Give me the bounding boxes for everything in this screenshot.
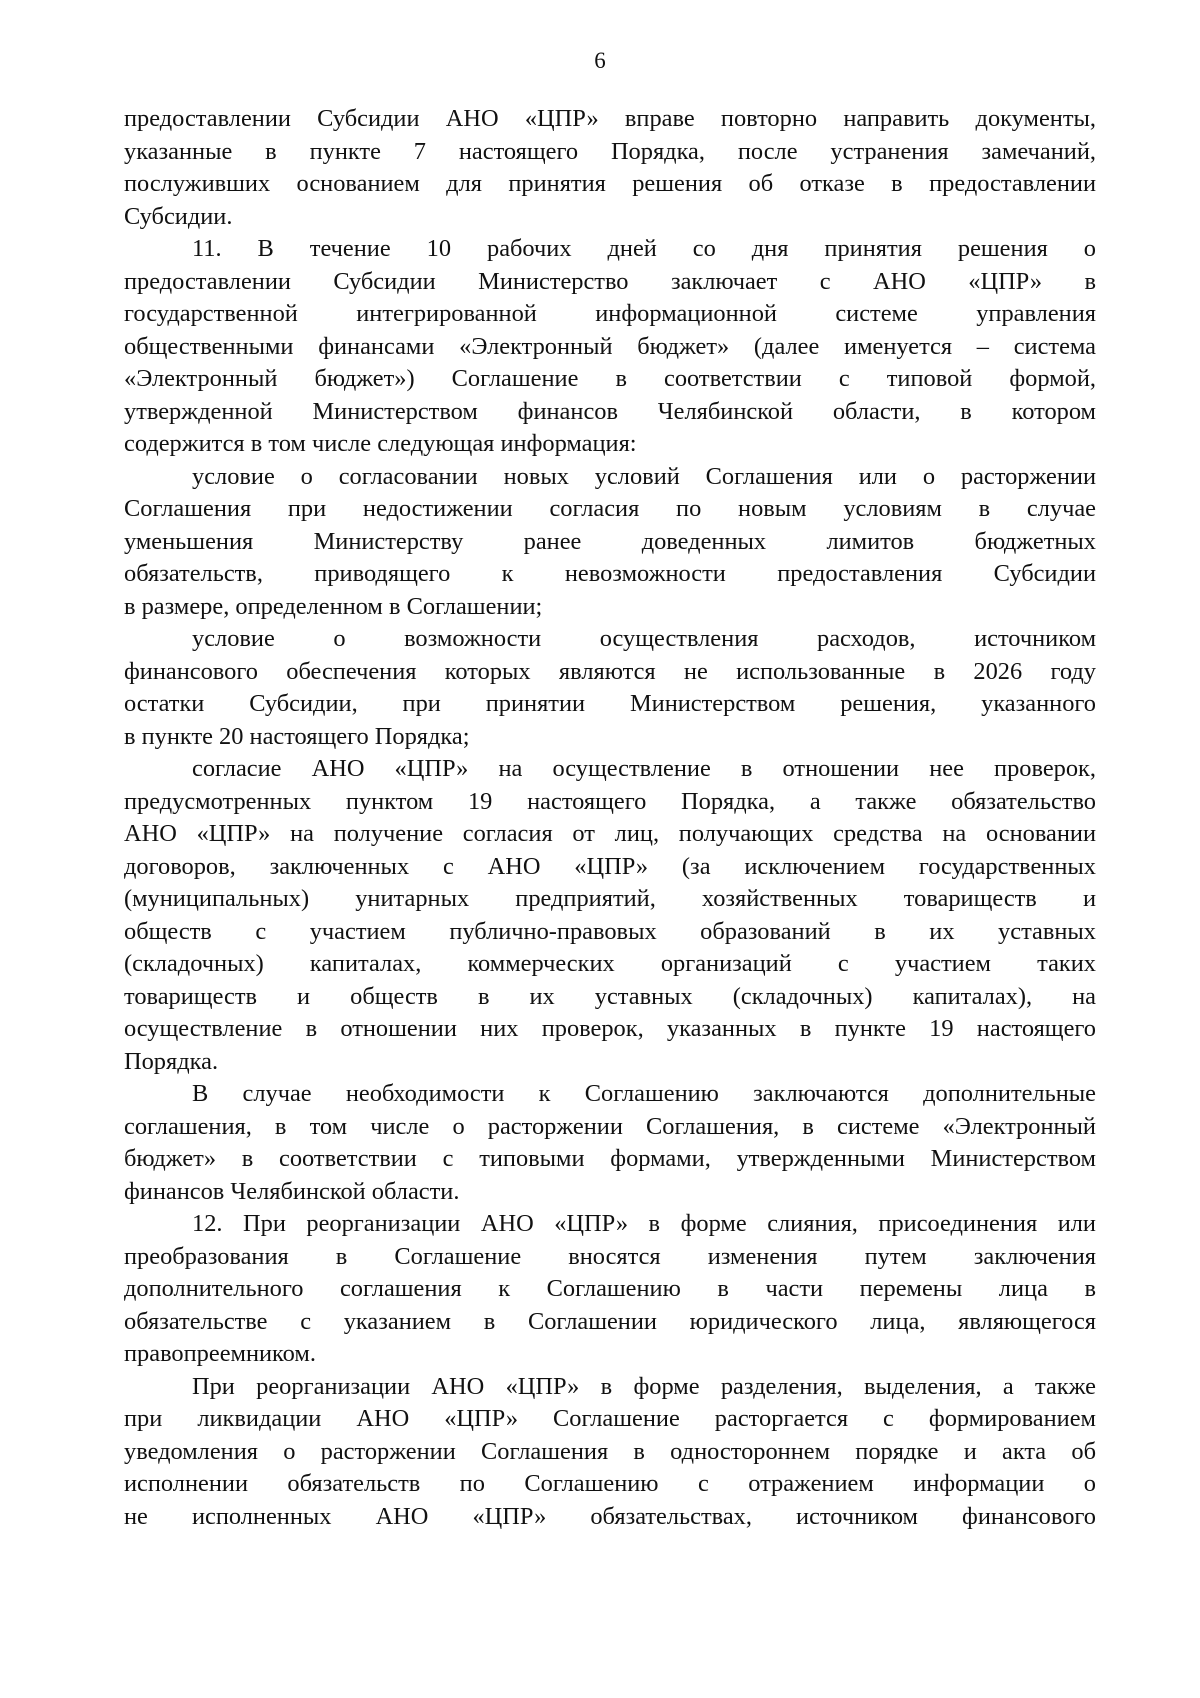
paragraph — [124, 1371, 1096, 1534]
text-line: соглашения, в том числе о расторжении Соглашения, в системе «Электронный — [124, 1112, 1096, 1140]
text-line: уменьшения Министерству ранее доведенных лимитов бюджетных — [124, 527, 1096, 555]
text-line: договоров, заключенных с АНО «ЦПР» (за исключением государственных — [124, 852, 1096, 880]
text-line: Субсидии. — [124, 202, 233, 230]
text-line: обществ с участием публично-правовых образований в их уставных — [124, 917, 1096, 945]
text-line: финансового обеспечения которых являются не использованные в 2026 году — [124, 657, 1096, 685]
text-line: не исполненных АНО «ЦПР» обязательствах, источником финансового — [124, 1502, 1096, 1530]
text-line: государственной интегрированной информационной системе управления — [124, 300, 1096, 327]
text-line: предоставлении Субсидии Министерство заключает с АНО «ЦПР» в — [124, 267, 1096, 295]
paragraph — [124, 1208, 1096, 1371]
text-line: уведомления о расторжении Соглашения в одностороннем порядке и акта об — [124, 1437, 1096, 1465]
text-line: при ликвидации АНО «ЦПР» Соглашение расторгается с формированием — [124, 1405, 1096, 1432]
paragraph — [124, 1078, 1096, 1208]
text-line: согласие АНО «ЦПР» на осуществление в отношении нее проверок, — [192, 755, 1096, 782]
paragraph — [124, 103, 1096, 233]
text-line: бюджет» в соответствии с типовыми формами, утвержденными Министерством — [124, 1145, 1096, 1172]
text-line: (складочных) капиталах, коммерческих организаций с участием таких — [124, 950, 1096, 977]
text-line: финансов Челябинской области. — [124, 1177, 460, 1205]
text-line: АНО «ЦПР» на получение согласия от лиц, получающих средства на основании — [124, 820, 1096, 847]
text-line: послуживших основанием для принятия решения об отказе в предоставлении — [124, 170, 1096, 197]
document-body — [124, 103, 1096, 1533]
text-line: предоставлении Субсидии АНО «ЦПР» вправе повторно направить документы, — [124, 105, 1096, 132]
text-line: утвержденной Министерством финансов Челябинской области, в котором — [124, 397, 1096, 425]
text-line: общественными финансами «Электронный бюджет» (далее именуется – система — [124, 332, 1096, 360]
text-line: (муниципальных) унитарных предприятий, хозяйственных товариществ и — [124, 885, 1096, 912]
text-line: 11. В течение 10 рабочих дней со дня принятия решения о — [192, 235, 1096, 262]
text-line: предусмотренных пунктом 19 настоящего Порядка, а также обязательство — [124, 787, 1096, 815]
page-number: 6 — [594, 48, 606, 73]
text-line: товариществ и обществ в их уставных (складочных) капиталах), на — [124, 982, 1096, 1010]
text-line: Соглашения при недостижении согласия по новым условиям в случае — [124, 495, 1096, 522]
text-line: обязательстве с указанием в Соглашении юридического лица, являющегося — [124, 1307, 1096, 1335]
text-line: «Электронный бюджет») Соглашение в соответствии с типовой формой, — [124, 365, 1096, 392]
text-line: условие о возможности осуществления расходов, источником — [192, 625, 1096, 652]
text-line: в размере, определенном в Соглашении; — [124, 592, 543, 620]
paragraph — [124, 461, 1096, 624]
text-line: осуществление в отношении них проверок, указанных в пункте 19 настоящего — [124, 1015, 1096, 1042]
text-line: указанные в пункте 7 настоящего Порядка, после устранения замечаний, — [124, 137, 1096, 165]
text-line: обязательств, приводящего к невозможности предоставления Субсидии — [124, 560, 1096, 587]
text-line: преобразования в Соглашение вносятся изменения путем заключения — [124, 1242, 1096, 1270]
paragraph — [124, 753, 1096, 1078]
text-line: остатки Субсидии, при принятии Министерством решения, указанного — [124, 690, 1096, 717]
text-line: дополнительного соглашения к Соглашению в части перемены лица в — [124, 1275, 1096, 1302]
text-line: исполнении обязательств по Соглашению с отражением информации о — [124, 1470, 1096, 1497]
text-line: содержится в том числе следующая информация: — [124, 430, 637, 457]
text-line: В случае необходимости к Соглашению заключаются дополнительные — [192, 1080, 1096, 1107]
text-line: правопреемником. — [124, 1340, 316, 1367]
text-line: в пункте 20 настоящего Порядка; — [124, 722, 470, 750]
paragraph — [124, 233, 1096, 461]
paragraph — [124, 623, 1096, 753]
text-line: При реорганизации АНО «ЦПР» в форме разделения, выделения, а также — [192, 1372, 1096, 1400]
text-line: условие о согласовании новых условий Соглашения или о расторжении — [192, 462, 1096, 490]
text-line: 12. При реорганизации АНО «ЦПР» в форме слияния, присоединения или — [192, 1210, 1096, 1237]
text-line: Порядка. — [124, 1047, 219, 1075]
